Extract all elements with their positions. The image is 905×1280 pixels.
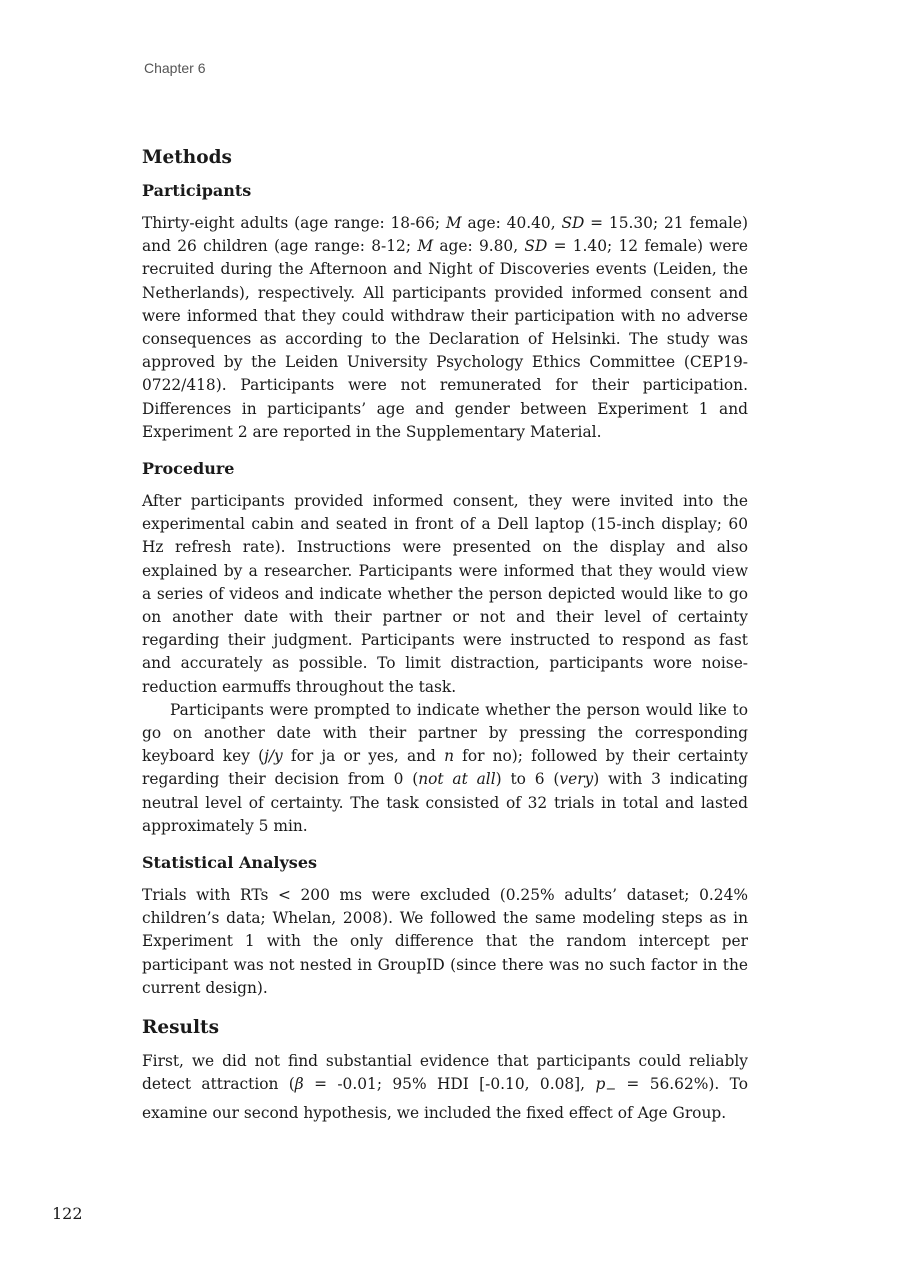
subsection-heading-statistical-analyses: Statistical Analyses (142, 853, 317, 873)
paragraph-statistical-analyses: Trials with RTs < 200 ms were excluded (0.25% adults’ dataset; 0.24% children’s data; Whelan, 2008). We followed the same modeling steps as in Experiment 1 with the only difference that the random intercept per participant was not nested in GroupID (since there was no such factor in the current design). (142, 886, 748, 997)
page-body (142, 146, 748, 1125)
paragraph-procedure-1: After participants provided informed consent, they were invited into the experimental cabin and seated in front of a Dell laptop (15-inch display; 60 Hz refresh rate). Instructions were presented on the display and also explained by a researcher. Participants were informed that they would view a series of videos and indicate whether the person depicted would like to go on another date with their partner or not and their level of certainty regarding their judgment. Participants were instructed to respond as fast and accurately as possible. To limit distraction, participants wore noise-reduction earmuffs throughout the task. (142, 492, 748, 696)
paragraph-results: First, we did not find substantial evidence that participants could reliably detect attraction (β = -0.01; 95% HDI [-0.10, 0.08], $p_- = 56.62\%$). To examine our second hypothesis, we included the fixed effect of Age Group. (142, 1052, 748, 1122)
page-number: 122 (52, 1204, 83, 1223)
subsection-heading-participants: Participants (142, 181, 252, 200)
running-head: Chapter 6 (144, 60, 206, 76)
section-heading-results: Results (142, 1017, 219, 1039)
paragraph-procedure-2: Participants were prompted to indicate whether the person would like to go on another date with their partner by pressing the corresponding keyboard key (j/y for ja or yes, and n for no); followed by their certainty regarding their decision from 0 (not at all) to 6 (very) with 3 indicating neutral level of certainty. The task consisted of 32 trials in total and lasted approximately 5 min. (142, 700, 749, 835)
paragraph-participants: Thirty-eight adults (age range: 18-66; M age: 40.40, SD = 15.30; 21 female) and 26 children (age range: 8-12; M age: 9.80, SD = 1.40; 12 female) were recruited during the Afternoon and Night of Discoveries events (Leiden, the Netherlands), respectively. All participants provided informed consent and were informed that they could withdraw their participation with no adverse consequences as according to the Declaration of Helsinki. The study was approved by the Leiden University Psychology Ethics Committee (CEP19-0722/418). Participants were not remunerated for their participation. Differences in participants’ age and gender between Experiment 1 and Experiment 2 are reported in the Supplementary Material. (142, 214, 749, 441)
subsection-heading-procedure: Procedure (142, 459, 235, 479)
section-heading-methods: Methods (142, 147, 232, 168)
